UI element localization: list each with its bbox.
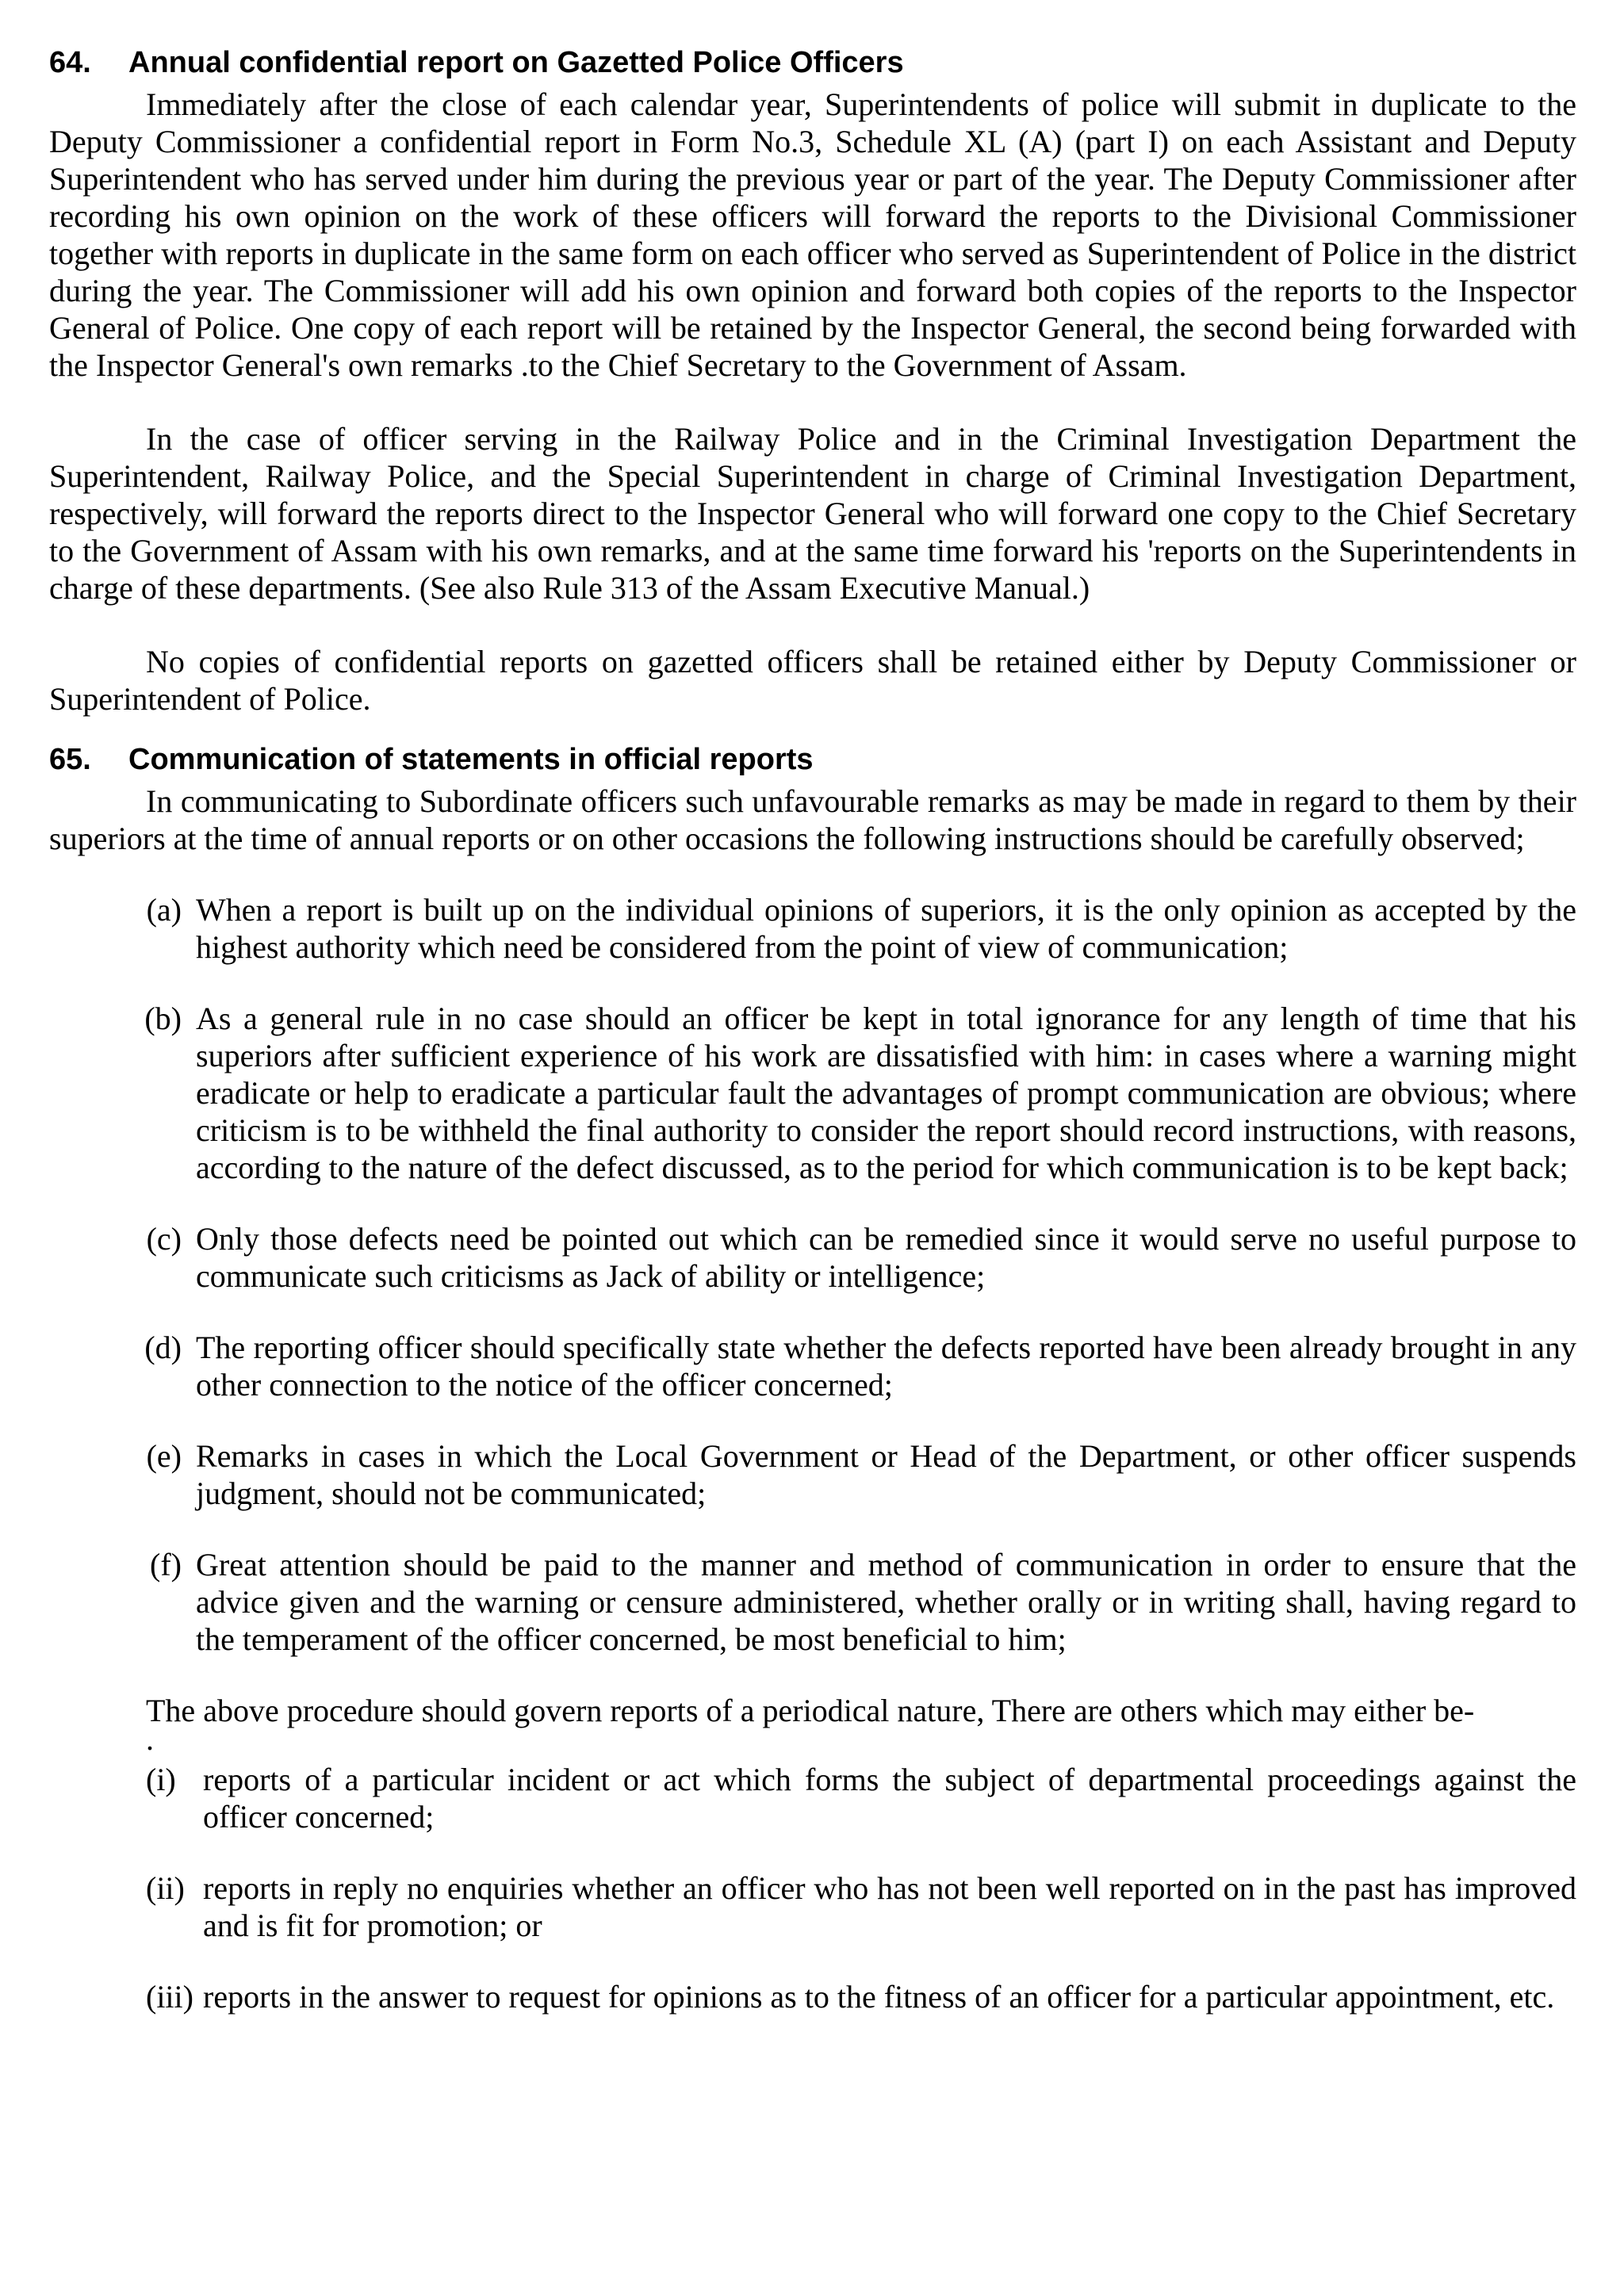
list-item <box>49 1437 1576 1512</box>
list-item-text: Remarks in cases in which the Local Government or Head of the Department, or other officer suspends judgment, should not be communicated; <box>196 1438 1576 1511</box>
section-title: Communication of statements in official reports <box>128 743 814 776</box>
list-item-text: reports in reply no enquiries whether an officer who has not been well reported on in the past has improved and is fit for promotion; or <box>203 1870 1576 1943</box>
list-marker: (ii) <box>146 1870 185 1906</box>
roman-list <box>49 1761 1576 2015</box>
list-marker: (a) <box>146 892 182 928</box>
paragraph: Immediately after the close of each calendar year, Superintendents of police will submit in duplicate to the Deputy Commissioner a confidential report in Form No.3, Schedule XL (A) (part I) on each Assistant and Deputy Superintendent who has served under him during the previous year or part of the year. The Deputy Commissioner after recording his own opinion on the work of these officers will forward the reports to the Divisional Commissioner together with reports in duplicate in the same form on each officer who served as Superintendent of Police in the district during the year. The Commissioner will add his own opinion and forward both copies of the reports to the Inspector General of Police. One copy of each report will be retained by the Inspector General, the second being forwarded with the Inspector General's own remarks .to the Chief Secretary to the Government of Assam. <box>49 86 1576 383</box>
paragraph: In the case of officer serving in the Railway Police and in the Criminal Investigation Department the Superintendent, Railway Police, and the Special Superintendent in charge of Criminal Investigation Department, respectively, will forward the reports direct to the Inspector General who will forward one copy to the Chief Secretary to the Government of Assam with his own remarks, and at the same time forward his 'reports on the Superintendents in charge of these departments. (See also Rule 313 of the Assam Executive Manual.) <box>49 421 1576 606</box>
list-item-text: As a general rule in no case should an officer be kept in total ignorance for any length of time that his superiors after sufficient experience of his work are dissatisfied with him: in cases where a warning might eradicate or help to eradicate a particular fault the advantages of prompt communication are obvious; where criticism is to be withheld the final authority to consider the report should record instructions, with reasons, according to the nature of the defect discussed, as to the period for which communication is to be kept back; <box>196 1001 1576 1185</box>
list-item-text: The reporting officer should specifically state whether the defects reported have been already brought in any other connection to the notice of the officer concerned; <box>196 1330 1576 1402</box>
list-marker: (b) <box>144 1001 182 1036</box>
section-64-heading <box>49 44 1576 81</box>
list-item-text: Only those defects need be pointed out which can be remedied since it would serve no useful purpose to communicate such criticisms as Jack of ability or intelligence; <box>196 1221 1576 1294</box>
section-65-heading <box>49 741 1576 778</box>
list-marker: (e) <box>146 1438 182 1474</box>
list-marker: (c) <box>146 1221 182 1257</box>
document-page <box>49 44 1576 2049</box>
list-item-text: reports of a particular incident or act which forms the subject of departmental proceedings against the officer concerned; <box>203 1762 1576 1835</box>
list-item <box>49 1220 1576 1295</box>
list-marker: (i) <box>146 1762 176 1797</box>
list-marker: (f) <box>150 1547 182 1582</box>
list-item <box>49 1978 1576 2015</box>
list-item <box>49 1869 1576 1944</box>
section-number: 65. <box>49 743 91 776</box>
list-marker: (d) <box>144 1330 182 1365</box>
list-item <box>49 1329 1576 1403</box>
section-title: Annual confidential report on Gazetted Police Officers <box>128 46 904 79</box>
stray-dot: . <box>146 1721 154 1757</box>
list-item <box>49 1000 1576 1186</box>
list-marker: (iii) <box>146 1979 193 2015</box>
section-number: 64. <box>49 46 91 79</box>
paragraph: No copies of confidential reports on gazetted officers shall be retained either by Deputy Commissioner or Superintendent of Police. <box>49 644 1576 717</box>
procedure-note: The above procedure should govern reports of a periodical nature, There are others which may either be- <box>146 1693 1475 1728</box>
list-item-text: When a report is built up on the individual opinions of superiors, it is the only opinion as accepted by the highest authority which need be considered from the point of view of communication; <box>196 892 1576 965</box>
list-item <box>49 1546 1576 1658</box>
list-item-text: reports in the answer to request for opinions as to the fitness of an officer for a particular appointment, etc. <box>203 1979 1555 2015</box>
lettered-list <box>49 891 1576 1658</box>
list-item-text: Great attention should be paid to the manner and method of communication in order to ensure that the advice given and the warning or censure administered, whether orally or in writing shall, having regard to the temperament of the officer concerned, be most beneficial to him; <box>196 1547 1576 1657</box>
paragraph: In communicating to Subordinate officers such unfavourable remarks as may be made in regard to them by their superiors at the time of annual reports or on other occasions the following instructions should be carefully observed; <box>49 783 1576 856</box>
list-item <box>49 1761 1576 1835</box>
list-item <box>49 891 1576 966</box>
